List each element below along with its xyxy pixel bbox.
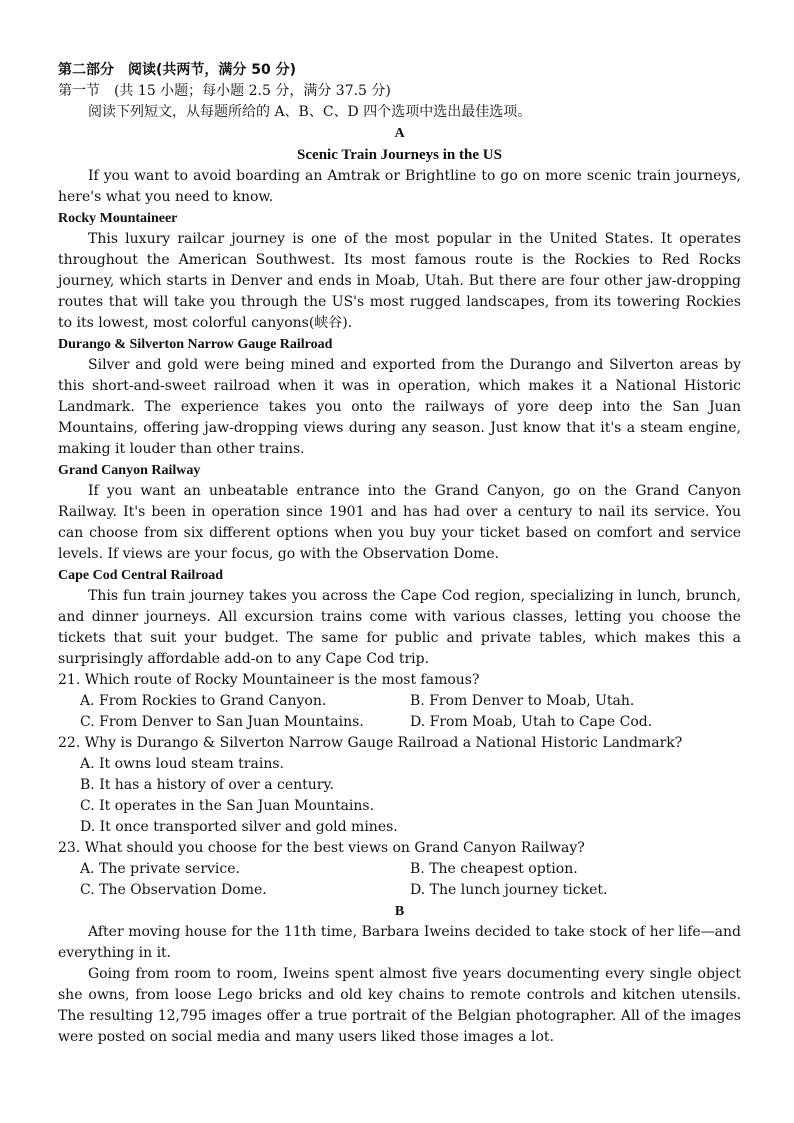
section-text-cape-cod <box>58 586 741 670</box>
passage-a-title: Scenic Train Journeys in the US <box>297 147 502 163</box>
question-21-option-d: D. From Moab, Utah to Cape Cod. <box>410 714 653 730</box>
question-21-stem: 21. Which route of Rocky Mountaineer is the most famous? <box>58 672 480 688</box>
section-text-rocky <box>58 229 741 334</box>
passage-b-paragraph-1-text: After moving house for the 11th time, Barbara Iweins decided to take stock of her life—and everything in it. <box>58 924 741 961</box>
section-text-durango <box>58 355 741 460</box>
question-23-option-b: B. The cheapest option. <box>410 861 578 877</box>
exam-page <box>58 60 741 1048</box>
section-heading-durango: Durango & Silverton Narrow Gauge Railroad <box>58 337 333 352</box>
question-22-options <box>58 754 741 838</box>
question-23-option-d: D. The lunch journey ticket. <box>410 882 608 898</box>
question-22-option-d: D. It once transported silver and gold mines. <box>80 819 398 835</box>
section-heading-rocky: Rocky Mountaineer <box>58 211 178 226</box>
question-22-option-a: A. It owns loud steam trains. <box>80 756 284 772</box>
section-heading: 第一节 (共 15 小题；每小题 2.5 分，满分 37.5 分) <box>58 83 391 99</box>
section-text-grand-canyon <box>58 481 741 565</box>
section-heading-grand-canyon: Grand Canyon Railway <box>58 463 201 478</box>
section-text-rocky-body: This luxury railcar journey is one of the most popular in the United States. It operates throughout the American Southwest. Its most famous route is the Rockies to Red Rocks journey, which starts in Denver and ends in Moab, Utah. But there are four other jaw-dropping routes that will take you through the US's most rugged landscapes, from its towering Rockies to its lowest, most colorful canyons(峡谷). <box>58 231 741 331</box>
part-heading: 第二部分 阅读(共两节，满分 50 分) <box>58 62 297 78</box>
passage-b-paragraph-1 <box>58 922 741 964</box>
passage-b-label: B <box>394 904 405 919</box>
question-21-options <box>58 691 741 733</box>
section-heading-cape-cod: Cape Cod Central Railroad <box>58 568 224 583</box>
question-21-option-c: C. From Denver to San Juan Mountains. <box>80 714 364 730</box>
question-22-option-b: B. It has a history of over a century. <box>80 777 334 793</box>
section-text-durango-body: Silver and gold were being mined and exported from the Durango and Silverton areas by this short-and-sweet railroad when it was in operation, which makes it a National Historic Landmark. The experience takes you onto the railways of yore deep into the San Juan Mountains, offering jaw-dropping views during any season. Just know that it's a steam engine, making it louder than other trains. <box>58 357 741 457</box>
passage-b-paragraph-2-text: Going from room to room, Iweins spent almost five years documenting every single object she owns, from loose Lego bricks and old key chains to remote controls and kitchen utensils. The resulting 12,795 images offer a true portrait of the Belgian photographer. All of the images were posted on social media and many users liked those images a lot. <box>58 966 741 1045</box>
question-21-option-b: B. From Denver to Moab, Utah. <box>410 693 635 709</box>
passage-a-label: A <box>394 126 405 141</box>
question-23-stem: 23. What should you choose for the best views on Grand Canyon Railway? <box>58 840 585 856</box>
passage-b-paragraph-2 <box>58 964 741 1048</box>
question-23-option-c: C. The Observation Dome. <box>80 882 267 898</box>
passage-a-intro-text: If you want to avoid boarding an Amtrak or Brightline to go on more scenic train journeys, here's what you need to know. <box>58 168 741 205</box>
section-text-grand-canyon-body: If you want an unbeatable entrance into the Grand Canyon, go on the Grand Canyon Railway. It's been in operation since 1901 and has had over a century to nail its service. You can choose from six different options when you buy your ticket based on comfort and service levels. If views are your focus, go with the Observation Dome. <box>58 483 741 562</box>
question-21-option-a: A. From Rockies to Grand Canyon. <box>80 693 327 709</box>
passage-a-intro <box>58 166 741 208</box>
question-22-stem: 22. Why is Durango & Silverton Narrow Gauge Railroad a National Historic Landmark? <box>58 735 683 751</box>
instruction: 阅读下列短文，从每题所给的 A、B、C、D 四个选项中选出最佳选项。 <box>88 104 532 120</box>
question-22-option-c: C. It operates in the San Juan Mountains. <box>80 798 375 814</box>
question-23-option-a: A. The private service. <box>80 861 240 877</box>
section-text-cape-cod-body: This fun train journey takes you across the Cape Cod region, specializing in lunch, brunch, and dinner journeys. All excursion trains come with various classes, letting you choose the tickets that suit your budget. The same for public and private tables, which makes this a surprisingly affordable add-on to any Cape Cod trip. <box>58 588 741 667</box>
question-23-options <box>58 859 741 901</box>
